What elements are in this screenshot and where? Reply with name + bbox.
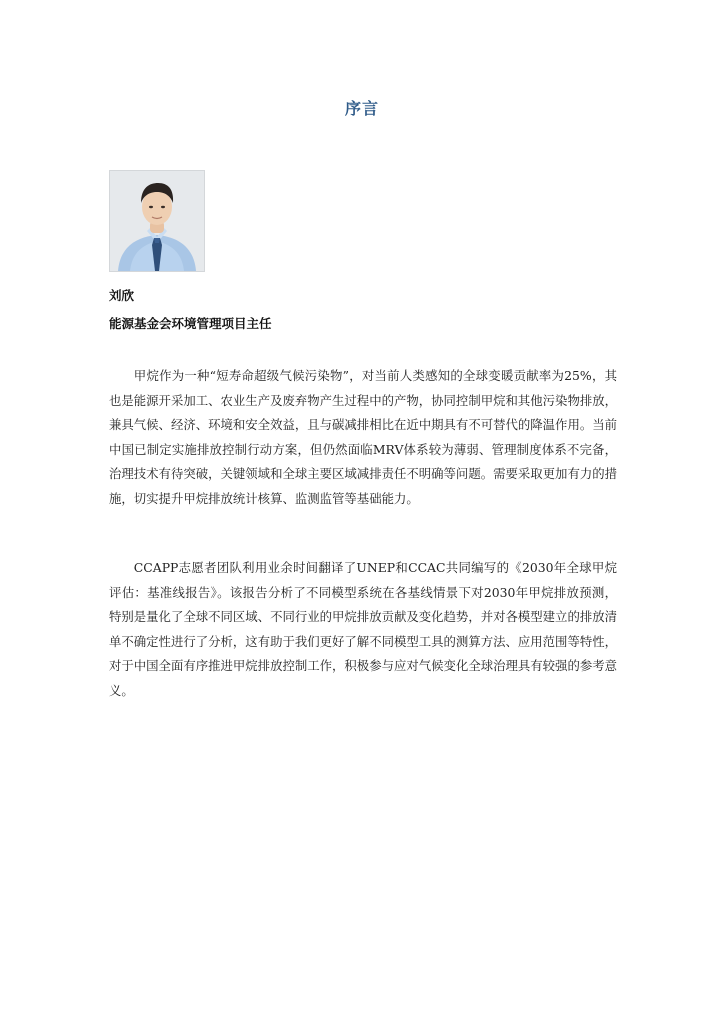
body-paragraph: 甲烷作为一种“短寿命超级气候污染物”，对当前人类感知的全球变暖贡献率为25%，其也是能源开采加工、农业生产及废弃物产生过程中的产物，协同控制甲烷和其他污染物排放，兼具气候、经济、环境和安全效益，且与碳减排相比在近中期具有不可替代的降温作用。当前中国已制定实施排放控制行动方案，但仍然面临MRV体系较为薄弱、管理制度体系不完备，治理技术有待突破，关键领域和全球主要区域减排责任不明确等问题。需要采取更加有力的措施，切实提升甲烷排放统计核算、监测监管等基础能力。 <box>109 368 618 506</box>
author-position: 能源基金会环境管理项目主任 <box>109 316 272 331</box>
portrait-illustration <box>110 171 204 271</box>
page-title: 序言 <box>344 99 379 118</box>
author-portrait <box>109 170 205 272</box>
author-name: 刘欣 <box>109 288 135 303</box>
body-paragraph: CCAPP志愿者团队利用业余时间翻译了UNEP和CCAC共同编写的《2030年全球甲烷评估：基准线报告》。该报告分析了不同模型系统在各基线情景下对2030年甲烷排放预测，特别是量化了全球不同区域、不同行业的甲烷排放贡献及变化趋势，并对各模型建立的排放清单不确定性进行了分析，这有助于我们更好了解不同模型工具的测算方法、应用范围等特性，对于中国全面有序推进甲烷排放控制工作，积极参与应对气候变化全球治理具有较强的参考意义。 <box>109 560 618 698</box>
